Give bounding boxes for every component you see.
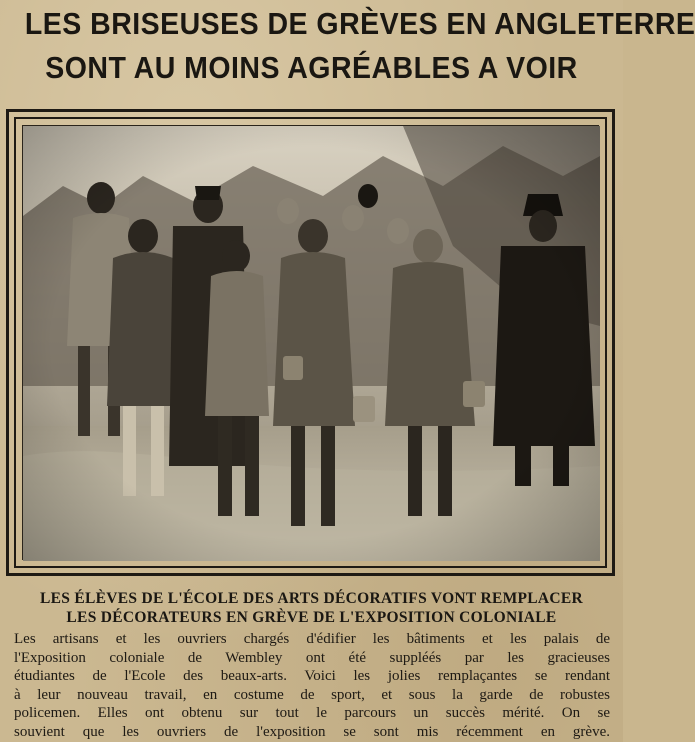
article-body — [14, 630, 610, 742]
headline-line-1: LES BRISEUSES DE GRÈVES EN ANGLETERRE — [24, 6, 695, 41]
photograph-image — [23, 126, 600, 561]
article-line: l'Exposition coloniale de Wembley ont été suppléés par les gracieuses — [14, 649, 610, 666]
headline-line-2: SONT AU MOINS AGRÉABLES A VOIR — [45, 50, 578, 85]
news-photograph — [22, 125, 599, 560]
article-line: étudiantes de l'Ecole des beaux-arts. Voici les jolies remplaçantes se rendant — [14, 668, 610, 685]
photo-caption-line-1: LES ÉLÈVES DE L'ÉCOLE DES ARTS DÉCORATIFS VONT REMPLACER — [39, 590, 584, 607]
article-line: à leur nouveau travail, en costume de sport, et sous la garde de robustes — [14, 686, 610, 703]
article-line: souvient que les ouvriers de l'exposition se sont mis récemment en grève. — [14, 723, 610, 740]
photo-caption-line-2: LES DÉCORATEURS EN GRÈVE DE L'EXPOSITION COLONIALE — [66, 609, 557, 626]
article-line: Les artisans et les ouvriers chargés d'édifier les bâtiments et les palais de — [14, 631, 610, 647]
article-line: policemen. Elles ont obtenu sur tout le parcours un succès mérité. On se — [14, 705, 610, 722]
